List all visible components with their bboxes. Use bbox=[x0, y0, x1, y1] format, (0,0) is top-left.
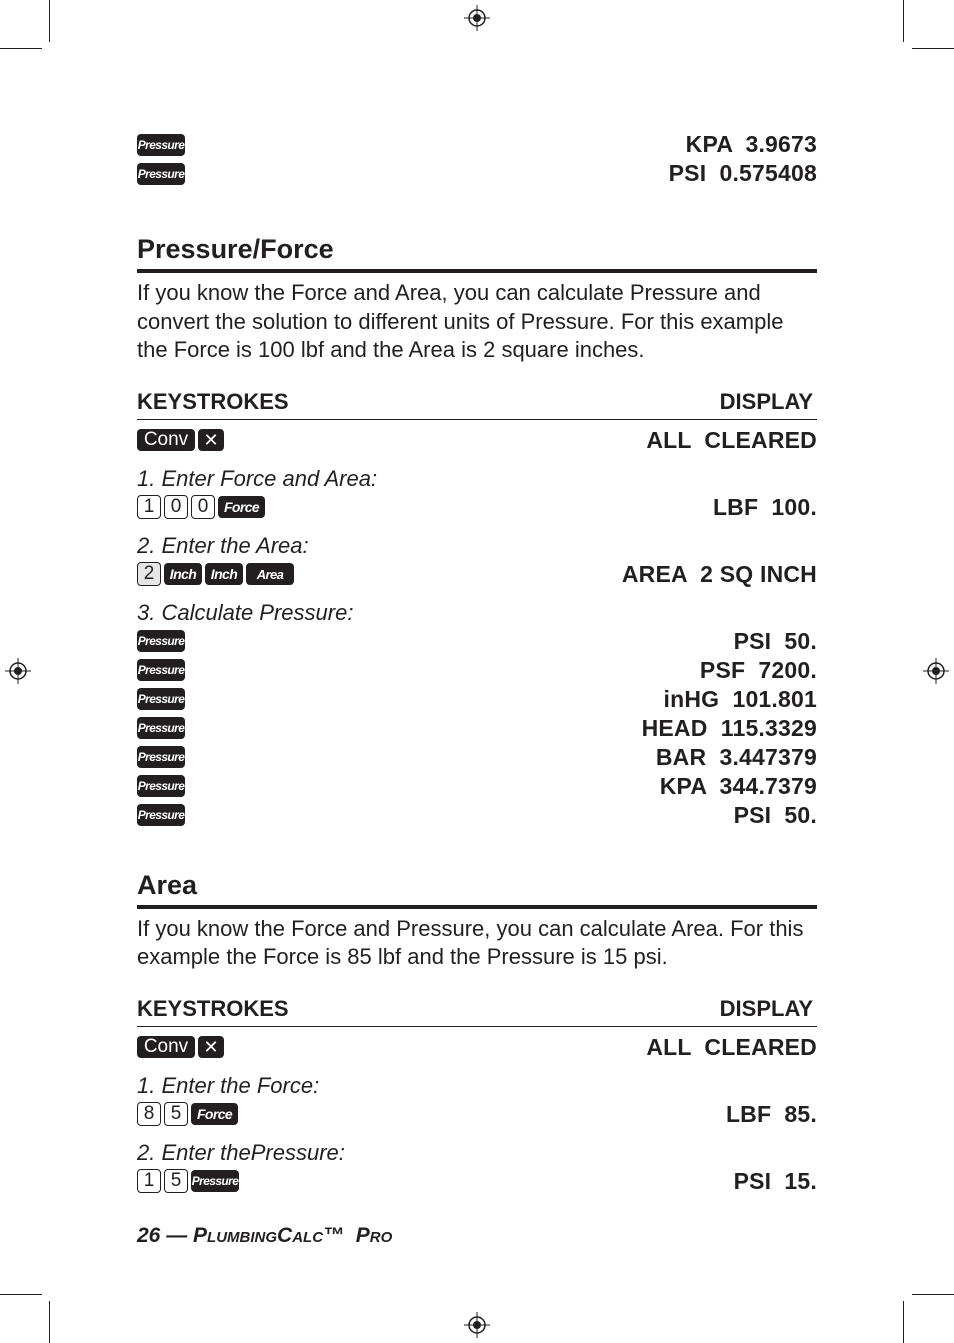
keystroke-row bbox=[137, 656, 817, 685]
pressure-key-icon: Pressure bbox=[137, 630, 185, 652]
pressure-key-icon: Pressure bbox=[137, 746, 185, 768]
digit-key-icon: 5 bbox=[164, 1169, 188, 1193]
keystrokes-label: KEYSTROKES bbox=[137, 995, 289, 1021]
keystroke-row bbox=[137, 560, 817, 589]
display-value: KPA 344.7379 bbox=[659, 772, 817, 799]
keystroke-row bbox=[137, 772, 817, 801]
keystroke-row bbox=[137, 1100, 817, 1129]
conv-key-icon: Conv bbox=[137, 1036, 195, 1058]
page-content bbox=[137, 130, 817, 1196]
registration-mark-icon bbox=[464, 1312, 490, 1338]
digit-key-icon: 2 bbox=[137, 562, 161, 586]
registration-mark-icon bbox=[923, 658, 949, 684]
inch-key-icon: Inch bbox=[205, 563, 243, 585]
display-label: DISPLAY bbox=[719, 995, 813, 1021]
keystroke-row bbox=[137, 685, 817, 714]
crop-mark bbox=[912, 48, 954, 49]
page-number: 26 — bbox=[137, 1224, 194, 1247]
keystroke-row bbox=[137, 426, 817, 455]
display-value: LBF 100. bbox=[712, 493, 817, 520]
section-title: Area bbox=[137, 870, 817, 909]
section-paragraph: If you know the Force and Area, you can calculate Pressure and convert the solution to different units of Pressure. For this example the Force is 100 lbf and the Area is 2 square inches. bbox=[137, 280, 784, 362]
pressure-key-icon: Pressure bbox=[137, 134, 185, 156]
force-key-icon: Force bbox=[218, 496, 265, 518]
digit-key-icon: 0 bbox=[164, 495, 188, 519]
display-value: BAR 3.447379 bbox=[655, 743, 817, 770]
keystroke-row bbox=[137, 493, 817, 522]
keystroke-row bbox=[137, 627, 817, 656]
pressure-key-icon: Pressure bbox=[137, 717, 185, 739]
display-label: DISPLAY bbox=[719, 388, 813, 414]
digit-key-icon: 1 bbox=[137, 1169, 161, 1193]
pressure-key-icon: Pressure bbox=[137, 804, 185, 826]
digit-key-icon: 8 bbox=[137, 1102, 161, 1126]
step-label: 3. Calculate Pressure: bbox=[137, 599, 354, 625]
keystroke-row bbox=[137, 743, 817, 772]
display-value: PSI 50. bbox=[733, 627, 817, 654]
registration-mark-icon bbox=[464, 5, 490, 31]
pressure-key-icon: Pressure bbox=[191, 1170, 239, 1192]
crop-mark bbox=[903, 0, 904, 42]
crop-mark bbox=[49, 0, 50, 42]
keystroke-row bbox=[137, 1033, 817, 1062]
keystroke-row bbox=[137, 1167, 817, 1196]
crop-mark bbox=[49, 1301, 50, 1343]
keystroke-row bbox=[137, 130, 817, 159]
display-value: inHG 101.801 bbox=[663, 685, 817, 712]
crop-mark bbox=[0, 48, 42, 49]
digit-key-icon: 5 bbox=[164, 1102, 188, 1126]
keystrokes-label: KEYSTROKES bbox=[137, 388, 289, 414]
keystroke-row bbox=[137, 714, 817, 743]
section-title: Pressure/Force bbox=[137, 234, 817, 273]
column-header bbox=[137, 389, 817, 420]
display-value: HEAD 115.3329 bbox=[641, 714, 817, 741]
display-value: ALL CLEARED bbox=[646, 1033, 817, 1060]
column-header bbox=[137, 996, 817, 1027]
inch-key-icon: Inch bbox=[164, 563, 202, 585]
registration-mark-icon bbox=[5, 658, 31, 684]
section-paragraph: If you know the Force and Pressure, you can calculate Area. For this example the Force is 85 lbf and the Pressure is 15 psi. bbox=[137, 915, 804, 969]
crop-mark bbox=[0, 1294, 42, 1295]
crop-mark bbox=[903, 1301, 904, 1343]
crop-mark bbox=[912, 1294, 954, 1295]
display-value: PSF 7200. bbox=[699, 656, 817, 683]
keystroke-row bbox=[137, 801, 817, 830]
clear-key-icon: ✕ bbox=[198, 429, 224, 451]
step-label: 1. Enter the Force: bbox=[137, 1072, 320, 1098]
digit-key-icon: 0 bbox=[191, 495, 215, 519]
force-key-icon: Force bbox=[191, 1103, 238, 1125]
display-value: PSI 15. bbox=[733, 1167, 817, 1194]
display-value: PSI 0.575408 bbox=[668, 160, 817, 186]
pressure-key-icon: Pressure bbox=[137, 163, 185, 185]
clear-key-icon: ✕ bbox=[198, 1036, 224, 1058]
digit-key-icon: 1 bbox=[137, 495, 161, 519]
pressure-key-icon: Pressure bbox=[137, 775, 185, 797]
step-label: 1. Enter Force and Area: bbox=[137, 465, 378, 491]
keystroke-row bbox=[137, 159, 817, 188]
display-value: AREA 2 SQ INCH bbox=[621, 560, 817, 587]
step-label: 2. Enter thePressure: bbox=[137, 1139, 345, 1165]
conv-key-icon: Conv bbox=[137, 429, 195, 451]
display-value: ALL CLEARED bbox=[646, 426, 817, 453]
page-footer: 26 — PLUMBINGCALC™ PRO bbox=[137, 1224, 393, 1247]
pressure-key-icon: Pressure bbox=[137, 688, 185, 710]
display-value: LBF 85. bbox=[725, 1100, 817, 1127]
display-value: PSI 50. bbox=[733, 801, 817, 828]
display-value: KPA 3.9673 bbox=[685, 131, 817, 157]
pressure-key-icon: Pressure bbox=[137, 659, 185, 681]
area-key-icon: Area bbox=[246, 563, 294, 585]
step-label: 2. Enter the Area: bbox=[137, 532, 309, 558]
